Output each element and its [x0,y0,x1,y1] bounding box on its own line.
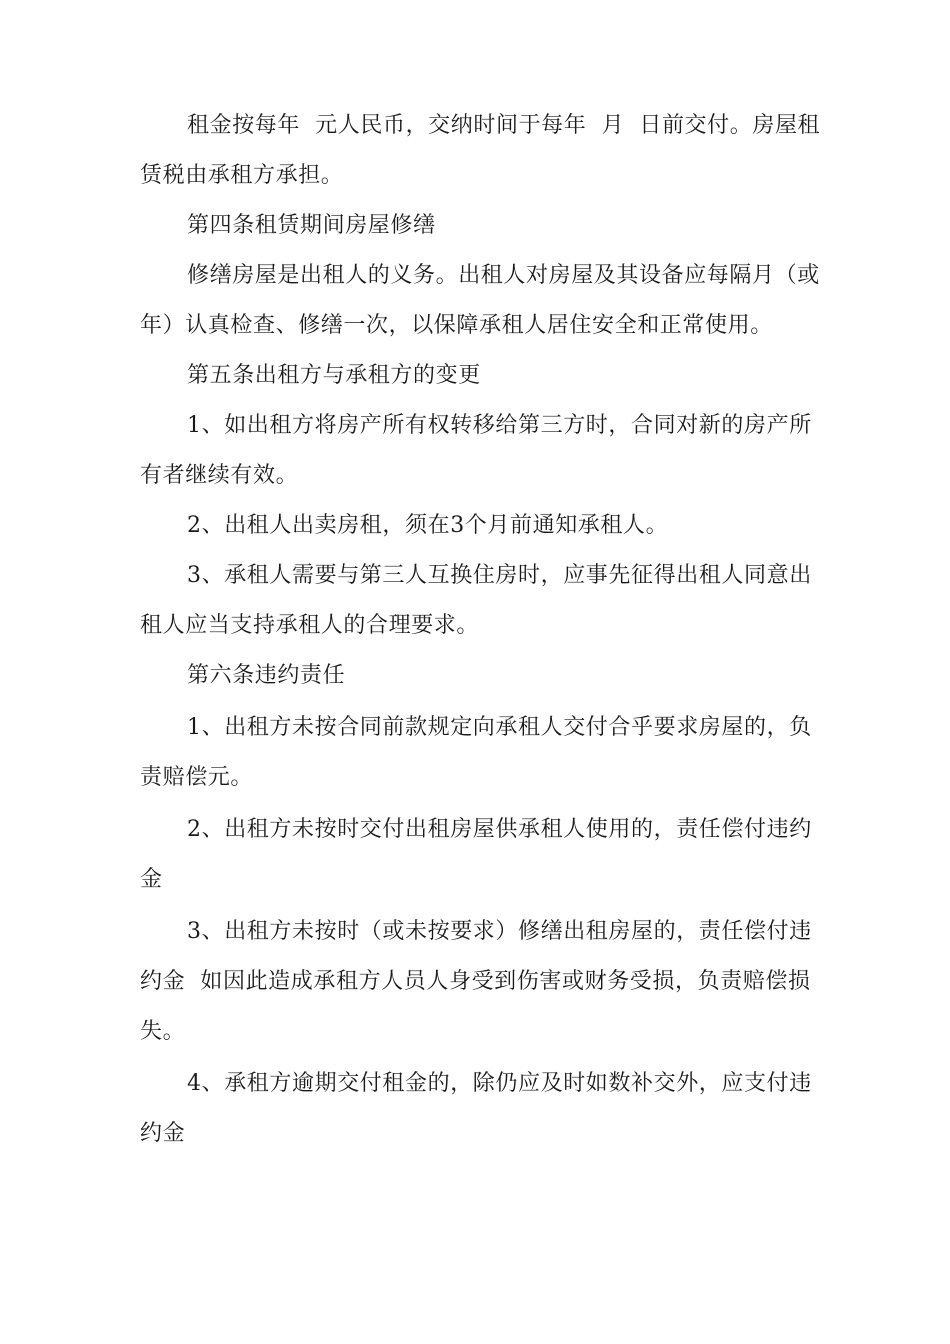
clause-6-3-line-3: 失。 [140,1019,186,1044]
clause-6-2-line-2: 金 [140,867,163,892]
clause-5-1-line-1: 1、如出租方将房产所有权转移给第三方时，合同对新的房产所 [187,413,812,438]
clause-5-2: 2、出租人出卖房租，须在3个月前通知承租人。 [187,513,669,538]
paragraph-repair-line-2: 年）认真检查、修缮一次，以保障承租人居住安全和正常使用。 [140,313,773,338]
clause-5-3-line-2: 租人应当支持承租人的合理要求。 [140,613,480,638]
clause-6-3-line-2: 约金 如因此造成承租方人员人身受到伤害或财务受损，负责赔偿损 [140,969,811,994]
clause-6-2-line-1: 2、出租方未按时交付出租房屋供承租人使用的，责任偿付违约 [187,817,812,842]
clause-5-1-line-2: 有者继续有效。 [140,463,299,488]
paragraph-repair-line-1: 修缮房屋是出租人的义务。出租人对房屋及其设备应每隔月（或 [187,263,820,288]
article-4-heading: 第四条租赁期间房屋修缮 [187,213,436,238]
article-5-heading: 第五条出租方与承租方的变更 [187,363,481,388]
paragraph-rent-line-2: 赁税由承租方承担。 [140,163,344,188]
article-6-heading: 第六条违约责任 [187,663,346,688]
clause-6-3-line-1: 3、出租方未按时（或未按要求）修缮出租房屋的，责任偿付违 [187,919,812,944]
clause-6-4-line-1: 4、承租方逾期交付租金的，除仍应及时如数补交外，应支付违 [187,1071,812,1096]
clause-5-3-line-1: 3、承租人需要与第三人互换住房时，应事先征得出租人同意出 [187,563,812,588]
clause-6-1-line-1: 1、出租方未按合同前款规定向承租人交付合乎要求房屋的，负 [187,715,812,740]
clause-6-1-line-2: 责赔偿元。 [140,765,254,790]
clause-6-4-line-2: 约金 [140,1121,186,1146]
paragraph-rent-line-1: 租金按每年 元人民币，交纳时间于每年 月 日前交付。房屋租 [187,113,821,138]
